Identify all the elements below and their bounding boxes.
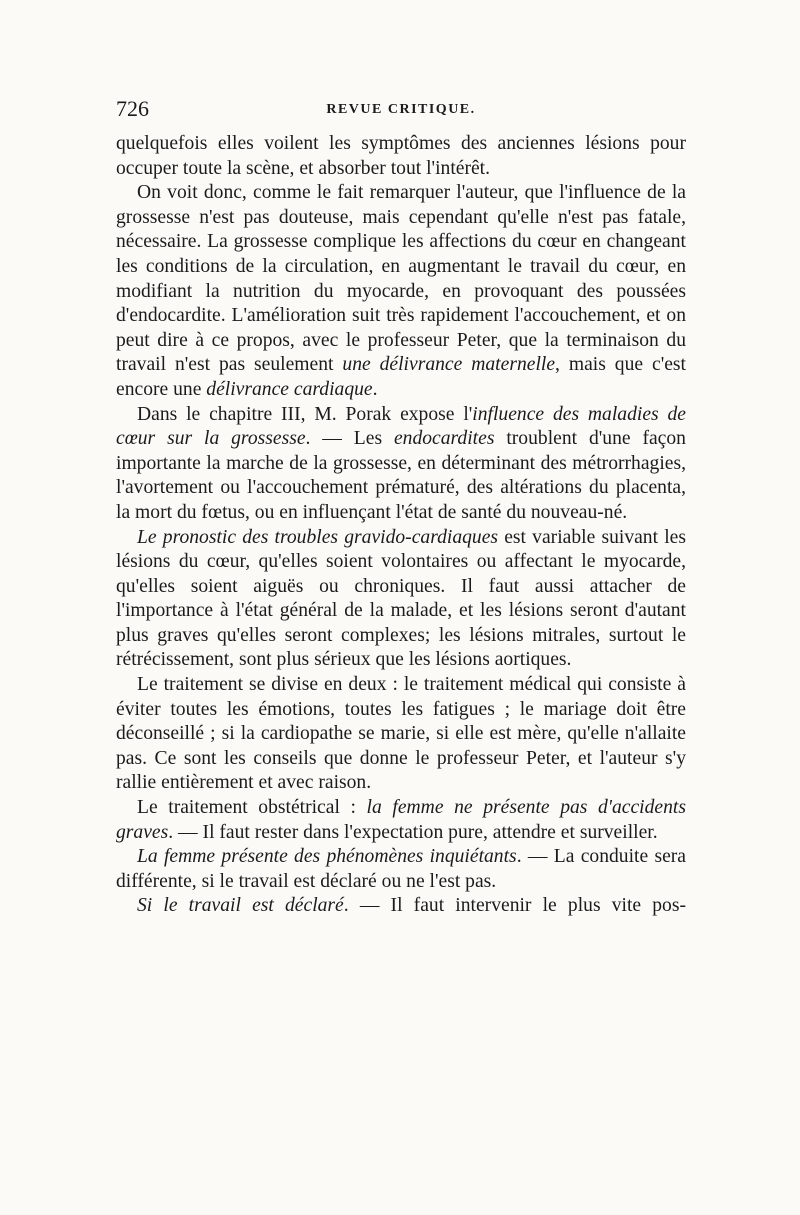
paragraph <box>116 673 686 796</box>
paragraph <box>116 894 686 919</box>
italic-span: la femme ne présente pas d'accidents graves <box>116 797 686 843</box>
text-span: , mais que c'est encore une <box>116 354 686 400</box>
text-span: . — Il faut intervenir le plus vite pos- <box>343 895 686 917</box>
paragraph <box>116 403 686 526</box>
text-span: troublent d'une façon importante la marche de la grossesse, en déterminant des métrorrhagies, l'avortement ou l'accouchement prématuré, des altérations du placenta, la mort du fœtus, ou en influençant l'état de santé du nouveau-né. <box>116 428 686 523</box>
text-span: . <box>372 378 378 400</box>
italic-span: Le pronostic des troubles gravido-cardiaques <box>137 526 499 548</box>
text-span: Dans le chapitre III, M. Porak expose l' <box>137 403 473 425</box>
text-span: Le traitement se divise en deux : le traitement médical qui consiste à éviter toutes les émotions, toutes les fatigues ; le mariage doit être déconseillé ; si la cardiopathe se marie, si elle est mère, qu'elle n'allaite pas. Ce sont les conseils que donne le professeur Peter, et l'auteur s'y rallie entièrement et avec raison. <box>116 674 686 794</box>
text-span: Le traitement obstétrical : <box>137 797 367 819</box>
body-text <box>116 132 686 919</box>
page-number: 726 <box>116 96 149 121</box>
paragraph <box>116 845 686 894</box>
italic-span: une délivrance maternelle <box>342 354 556 376</box>
paragraph <box>116 181 686 402</box>
paragraph <box>116 132 686 181</box>
text-span: quelquefois elles voilent les symptômes des anciennes lésions pour occuper toute la scène, et absorber tout l'intérêt. <box>116 133 686 179</box>
text-span: . — La conduite sera différente, si le travail est déclaré ou ne l'est pas. <box>116 846 686 892</box>
italic-span: endocardites <box>393 428 495 450</box>
italic-span: La femme présente des phénomènes inquiétants <box>137 846 517 868</box>
text-span: On voit donc, comme le fait remarquer l'auteur, que l'influence de la grossesse n'est pas douteuse, mais cependant qu'elle n'est pas fatale, nécessaire. La grossesse complique les affections du cœur en changeant les conditions de la circulation, en augmentant le travail du cœur, en modifiant la nutrition du myocarde, en provoquant des poussées d'endocardite. L'amélioration suit très rapidement l'accouchement, et on peut dire à ce propos, avec le professeur Peter, que la terminaison du travail n'est pas seulement <box>116 182 686 376</box>
paragraph <box>116 526 686 674</box>
italic-span: influence des maladies de cœur sur la grossesse <box>116 403 686 450</box>
italic-span: délivrance cardiaque <box>206 378 373 400</box>
running-title: REVUE CRITIQUE. <box>326 102 476 117</box>
text-span: . — Il faut rester dans l'expectation pure, attendre et surveiller. <box>168 821 658 843</box>
page-header <box>116 96 686 126</box>
text-span: . — Les <box>305 428 394 450</box>
text-span: est variable suivant les lésions du cœur, qu'elles soient volontaires ou affectant le myocarde, qu'elles soient aiguës ou chroniques. Il faut aussi attacher de l'importance à l'état général de la malade, et les lésions seront d'autant plus graves qu'elles seront complexes; les lésions mitrales, surtout le rétrécissement, sont plus sérieux que les lésions aortiques. <box>116 526 686 671</box>
paragraph <box>116 796 686 845</box>
italic-span: Si le travail est déclaré <box>137 895 344 917</box>
